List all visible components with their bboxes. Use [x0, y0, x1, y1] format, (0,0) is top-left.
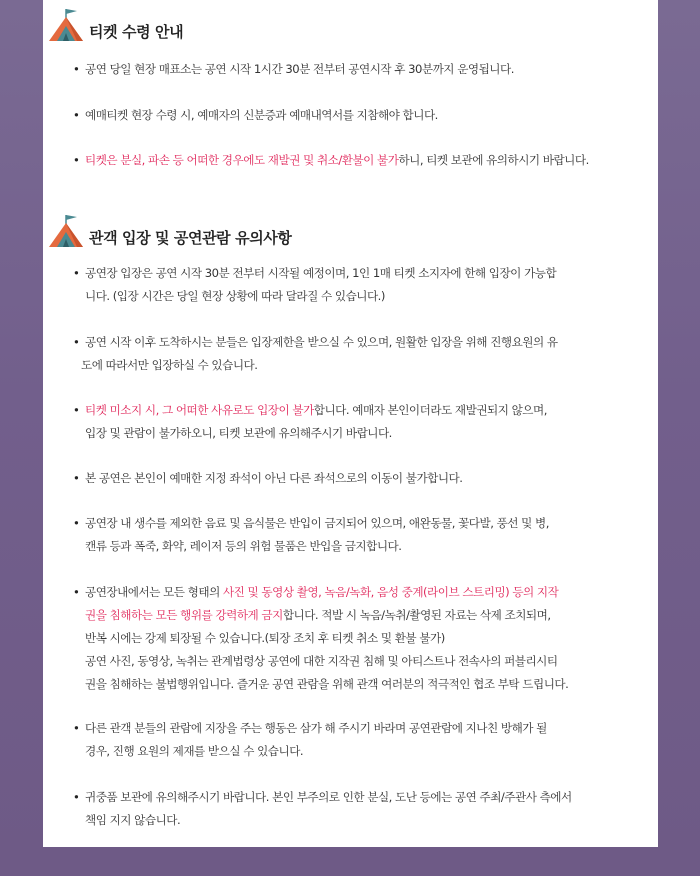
warning-text: 권을 침해하는 모든 행위를 강력하게 금지	[85, 608, 283, 622]
list-item: • 본 공연은 본인이 예매한 지정 좌석이 아닌 다른 좌석으로의 이동이 불가합니다.	[73, 471, 463, 485]
list-item: • 예매티켓 현장 수령 시, 예매자의 신분증과 예매내역서를 지참해야 합니다.	[73, 108, 438, 122]
warning-text: 사진 및 동영상 촬영, 녹음/녹화, 음성 중계(라이브 스트리밍) 등의 지작	[222, 585, 559, 599]
list-item: • 티켓 미소지 시, 그 어떠한 사유로도 입장이 불가합니다. 예매자 본인이더라도 재발권되지 않으며, 입장 및 관람이 불가하오니, 티켓 보관에 유의해주시기 바랍니다.	[73, 403, 547, 440]
list-item: • 티켓은 분실, 파손 등 어떠한 경우에도 재발권 및 취소/환불이 불가하니, 티켓 보관에 유의하시기 바랍니다.	[73, 153, 589, 167]
notice-panel	[43, 0, 658, 847]
list-item: • 공연장내에서는 모든 형태의 사진 및 동영상 촬영, 녹음/녹화, 음성 중계(라이브 스트리밍) 등의 지작 권을 침해하는 모든 행위를 강력하게 금지합니다. 적발 시 녹음/녹취/촬영된 자료는 삭제 조치되며, 반복 시에는 강제 퇴장될 수 있습니다.(퇴장 조치 후 티켓 취소 및 환불 불가) 공연 사진, 동영상, 녹취는 관계법령상 공연에 대한 지작권 침해 및 아티스트나 전속사의 퍼블리시티 권을 침해하는 불법행위입니다. 즐거운 공연 관람을 위해 관객 여러분의 적극적인 협조 부탁 드립니다.	[73, 585, 569, 691]
warning-text: 티켓 미소지 시, 그 어떠한 사유로도 입장이 불가	[85, 403, 314, 417]
list-item: • 공연 당일 현장 매표소는 공연 시작 1시간 30분 전부터 공연시작 후 30분까지 운영됩니다.	[73, 62, 514, 76]
section-heading-admission-notes	[47, 218, 291, 248]
tent-icon	[47, 6, 87, 42]
warning-text: 티켓은 분실, 파손 등 어떠한 경우에도 재발권 및 취소/환불이 불가	[85, 153, 399, 167]
list-item: • 공연장 입장은 공연 시작 30분 전부터 시작될 예정이며, 1인 1매 티켓 소지자에 한해 입장이 가능합 니다. (입장 시간은 당일 현장 상황에 따라 달라질 수 있습니다.)	[73, 266, 557, 303]
tent-icon	[47, 212, 87, 248]
list-item: • 공연 시작 이후 도착하시는 분들은 입장제한을 받으실 수 있으며, 원활한 입장을 위해 진행요원의 유 도에 따라서만 입장하실 수 있습니다.	[73, 335, 558, 372]
section-title: 티켓 수령 안내	[89, 23, 184, 41]
list-item: • 다른 관객 분들의 관람에 지장을 주는 행동은 삼가 해 주시기 바라며 공연관람에 지나친 방해가 될 경우, 진행 요원의 제재를 받으실 수 있습니다.	[73, 721, 547, 758]
section-title: 관객 입장 및 공연관람 유의사항	[89, 229, 292, 247]
list-item: • 귀중품 보관에 유의해주시기 바랍니다. 본인 부주의로 인한 분실, 도난 등에는 공연 주최/주관사 측에서 책임 지지 않습니다.	[73, 790, 572, 827]
list-item: • 공연장 내 생수를 제외한 음료 및 음식물은 반입이 금지되어 있으며, 애완동물, 꽃다발, 풍선 및 병, 캔류 등과 폭죽, 화약, 레이저 등의 위험 물품은 반입을 금지합니다.	[73, 516, 549, 553]
section-heading-ticket-pickup	[47, 12, 183, 42]
